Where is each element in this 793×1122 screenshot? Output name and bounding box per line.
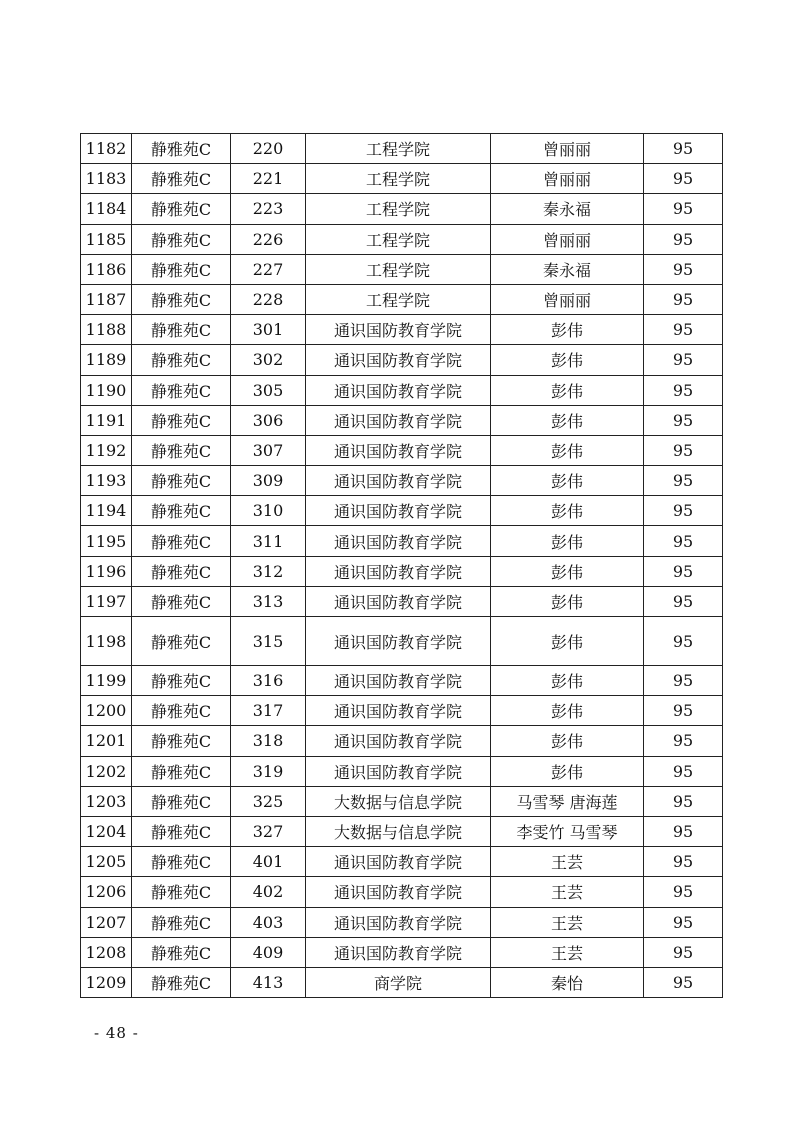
building-cell: 静雅苑C: [132, 526, 231, 556]
table-row: [81, 816, 723, 846]
instructor-cell: 彭伟: [491, 726, 644, 756]
instructor-cell: 秦怡: [491, 967, 644, 997]
instructor-cell: 彭伟: [491, 345, 644, 375]
table-row: [81, 666, 723, 696]
building-cell: 静雅苑C: [132, 907, 231, 937]
college-cell: 工程学院: [306, 194, 491, 224]
building-cell: 静雅苑C: [132, 586, 231, 616]
college-cell: 通识国防教育学院: [306, 696, 491, 726]
college-cell: 工程学院: [306, 134, 491, 164]
room-cell: 403: [231, 907, 306, 937]
building-cell: 静雅苑C: [132, 224, 231, 254]
instructor-cell: 彭伟: [491, 617, 644, 666]
score-cell: 95: [644, 466, 723, 496]
row-number: 1196: [81, 556, 132, 586]
table-row: [81, 284, 723, 314]
row-number: 1184: [81, 194, 132, 224]
instructor-cell: 李雯竹 马雪琴: [491, 816, 644, 846]
building-cell: 静雅苑C: [132, 666, 231, 696]
row-number: 1209: [81, 967, 132, 997]
row-number: 1186: [81, 254, 132, 284]
college-cell: 通识国防教育学院: [306, 466, 491, 496]
college-cell: 通识国防教育学院: [306, 937, 491, 967]
room-cell: 221: [231, 164, 306, 194]
row-number: 1194: [81, 496, 132, 526]
instructor-cell: 彭伟: [491, 696, 644, 726]
table-row: [81, 526, 723, 556]
row-number: 1201: [81, 726, 132, 756]
room-cell: 226: [231, 224, 306, 254]
instructor-cell: 王芸: [491, 847, 644, 877]
instructor-cell: 彭伟: [491, 756, 644, 786]
building-cell: 静雅苑C: [132, 284, 231, 314]
college-cell: 通识国防教育学院: [306, 315, 491, 345]
room-cell: 413: [231, 967, 306, 997]
table-row: [81, 696, 723, 726]
room-cell: 301: [231, 315, 306, 345]
college-cell: 通识国防教育学院: [306, 345, 491, 375]
score-cell: 95: [644, 967, 723, 997]
score-cell: 95: [644, 756, 723, 786]
row-number: 1183: [81, 164, 132, 194]
building-cell: 静雅苑C: [132, 405, 231, 435]
building-cell: 静雅苑C: [132, 556, 231, 586]
college-cell: 大数据与信息学院: [306, 816, 491, 846]
room-cell: 325: [231, 786, 306, 816]
building-cell: 静雅苑C: [132, 726, 231, 756]
row-number: 1205: [81, 847, 132, 877]
score-cell: 95: [644, 726, 723, 756]
room-cell: 305: [231, 375, 306, 405]
college-cell: 通识国防教育学院: [306, 877, 491, 907]
score-cell: 95: [644, 496, 723, 526]
building-cell: 静雅苑C: [132, 617, 231, 666]
table-row: [81, 405, 723, 435]
room-cell: 223: [231, 194, 306, 224]
room-cell: 227: [231, 254, 306, 284]
row-number: 1202: [81, 756, 132, 786]
room-cell: 220: [231, 134, 306, 164]
page-number: - 48 -: [94, 1024, 139, 1042]
score-cell: 95: [644, 315, 723, 345]
instructor-cell: 彭伟: [491, 315, 644, 345]
college-cell: 通识国防教育学院: [306, 847, 491, 877]
score-cell: 95: [644, 617, 723, 666]
college-cell: 通识国防教育学院: [306, 617, 491, 666]
college-cell: 通识国防教育学院: [306, 586, 491, 616]
college-cell: 商学院: [306, 967, 491, 997]
table-row: [81, 164, 723, 194]
score-cell: 95: [644, 164, 723, 194]
room-cell: 318: [231, 726, 306, 756]
score-cell: 95: [644, 375, 723, 405]
instructor-cell: 王芸: [491, 937, 644, 967]
score-cell: 95: [644, 907, 723, 937]
building-cell: 静雅苑C: [132, 967, 231, 997]
table-row: [81, 907, 723, 937]
building-cell: 静雅苑C: [132, 164, 231, 194]
building-cell: 静雅苑C: [132, 254, 231, 284]
room-cell: 310: [231, 496, 306, 526]
building-cell: 静雅苑C: [132, 937, 231, 967]
row-number: 1189: [81, 345, 132, 375]
building-cell: 静雅苑C: [132, 375, 231, 405]
score-cell: 95: [644, 696, 723, 726]
room-cell: 313: [231, 586, 306, 616]
row-number: 1200: [81, 696, 132, 726]
room-cell: 409: [231, 937, 306, 967]
room-cell: 312: [231, 556, 306, 586]
row-number: 1203: [81, 786, 132, 816]
instructor-cell: 彭伟: [491, 466, 644, 496]
table-row: [81, 435, 723, 465]
table-row: [81, 726, 723, 756]
row-number: 1185: [81, 224, 132, 254]
college-cell: 通识国防教育学院: [306, 666, 491, 696]
college-cell: 工程学院: [306, 164, 491, 194]
row-number: 1192: [81, 435, 132, 465]
college-cell: 通识国防教育学院: [306, 756, 491, 786]
instructor-cell: 彭伟: [491, 435, 644, 465]
score-cell: 95: [644, 435, 723, 465]
table-row: [81, 194, 723, 224]
score-cell: 95: [644, 254, 723, 284]
score-cell: 95: [644, 816, 723, 846]
college-cell: 通识国防教育学院: [306, 556, 491, 586]
row-number: 1208: [81, 937, 132, 967]
table-row: [81, 877, 723, 907]
table-row: [81, 586, 723, 616]
dormitory-score-table: [80, 133, 723, 998]
table-row: [81, 937, 723, 967]
table-row: [81, 496, 723, 526]
score-cell: 95: [644, 877, 723, 907]
score-cell: 95: [644, 586, 723, 616]
row-number: 1198: [81, 617, 132, 666]
instructor-cell: 曾丽丽: [491, 224, 644, 254]
room-cell: 307: [231, 435, 306, 465]
instructor-cell: 曾丽丽: [491, 164, 644, 194]
table-row: [81, 786, 723, 816]
instructor-cell: 彭伟: [491, 375, 644, 405]
building-cell: 静雅苑C: [132, 466, 231, 496]
score-cell: 95: [644, 405, 723, 435]
room-cell: 317: [231, 696, 306, 726]
instructor-cell: 彭伟: [491, 496, 644, 526]
table-row: [81, 967, 723, 997]
instructor-cell: 王芸: [491, 877, 644, 907]
table-row: [81, 345, 723, 375]
building-cell: 静雅苑C: [132, 315, 231, 345]
row-number: 1206: [81, 877, 132, 907]
building-cell: 静雅苑C: [132, 345, 231, 375]
instructor-cell: 马雪琴 唐海莲: [491, 786, 644, 816]
room-cell: 309: [231, 466, 306, 496]
room-cell: 302: [231, 345, 306, 375]
table-body: [81, 134, 723, 998]
instructor-cell: 曾丽丽: [491, 134, 644, 164]
room-cell: 315: [231, 617, 306, 666]
table-row: [81, 134, 723, 164]
building-cell: 静雅苑C: [132, 435, 231, 465]
college-cell: 大数据与信息学院: [306, 786, 491, 816]
score-cell: 95: [644, 345, 723, 375]
room-cell: 402: [231, 877, 306, 907]
college-cell: 通识国防教育学院: [306, 526, 491, 556]
table-row: [81, 375, 723, 405]
room-cell: 327: [231, 816, 306, 846]
row-number: 1207: [81, 907, 132, 937]
table-row: [81, 556, 723, 586]
score-cell: 95: [644, 194, 723, 224]
score-cell: 95: [644, 666, 723, 696]
row-number: 1182: [81, 134, 132, 164]
college-cell: 工程学院: [306, 284, 491, 314]
college-cell: 通识国防教育学院: [306, 375, 491, 405]
score-cell: 95: [644, 786, 723, 816]
row-number: 1199: [81, 666, 132, 696]
row-number: 1195: [81, 526, 132, 556]
row-number: 1188: [81, 315, 132, 345]
table-row: [81, 315, 723, 345]
table-row: [81, 617, 723, 666]
building-cell: 静雅苑C: [132, 786, 231, 816]
row-number: 1187: [81, 284, 132, 314]
college-cell: 工程学院: [306, 224, 491, 254]
table-row: [81, 254, 723, 284]
score-cell: 95: [644, 224, 723, 254]
college-cell: 工程学院: [306, 254, 491, 284]
row-number: 1204: [81, 816, 132, 846]
instructor-cell: 彭伟: [491, 666, 644, 696]
instructor-cell: 彭伟: [491, 526, 644, 556]
instructor-cell: 秦永福: [491, 194, 644, 224]
table-row: [81, 847, 723, 877]
college-cell: 通识国防教育学院: [306, 496, 491, 526]
room-cell: 316: [231, 666, 306, 696]
score-cell: 95: [644, 284, 723, 314]
table-row: [81, 224, 723, 254]
instructor-cell: 王芸: [491, 907, 644, 937]
building-cell: 静雅苑C: [132, 877, 231, 907]
table-row: [81, 466, 723, 496]
building-cell: 静雅苑C: [132, 696, 231, 726]
college-cell: 通识国防教育学院: [306, 907, 491, 937]
building-cell: 静雅苑C: [132, 847, 231, 877]
building-cell: 静雅苑C: [132, 756, 231, 786]
building-cell: 静雅苑C: [132, 496, 231, 526]
row-number: 1191: [81, 405, 132, 435]
instructor-cell: 曾丽丽: [491, 284, 644, 314]
row-number: 1197: [81, 586, 132, 616]
instructor-cell: 彭伟: [491, 405, 644, 435]
row-number: 1193: [81, 466, 132, 496]
score-cell: 95: [644, 556, 723, 586]
table-row: [81, 756, 723, 786]
instructor-cell: 秦永福: [491, 254, 644, 284]
room-cell: 311: [231, 526, 306, 556]
college-cell: 通识国防教育学院: [306, 435, 491, 465]
score-cell: 95: [644, 134, 723, 164]
room-cell: 401: [231, 847, 306, 877]
score-cell: 95: [644, 526, 723, 556]
instructor-cell: 彭伟: [491, 586, 644, 616]
instructor-cell: 彭伟: [491, 556, 644, 586]
room-cell: 228: [231, 284, 306, 314]
building-cell: 静雅苑C: [132, 816, 231, 846]
room-cell: 306: [231, 405, 306, 435]
row-number: 1190: [81, 375, 132, 405]
college-cell: 通识国防教育学院: [306, 405, 491, 435]
building-cell: 静雅苑C: [132, 194, 231, 224]
score-cell: 95: [644, 937, 723, 967]
room-cell: 319: [231, 756, 306, 786]
college-cell: 通识国防教育学院: [306, 726, 491, 756]
score-cell: 95: [644, 847, 723, 877]
building-cell: 静雅苑C: [132, 134, 231, 164]
